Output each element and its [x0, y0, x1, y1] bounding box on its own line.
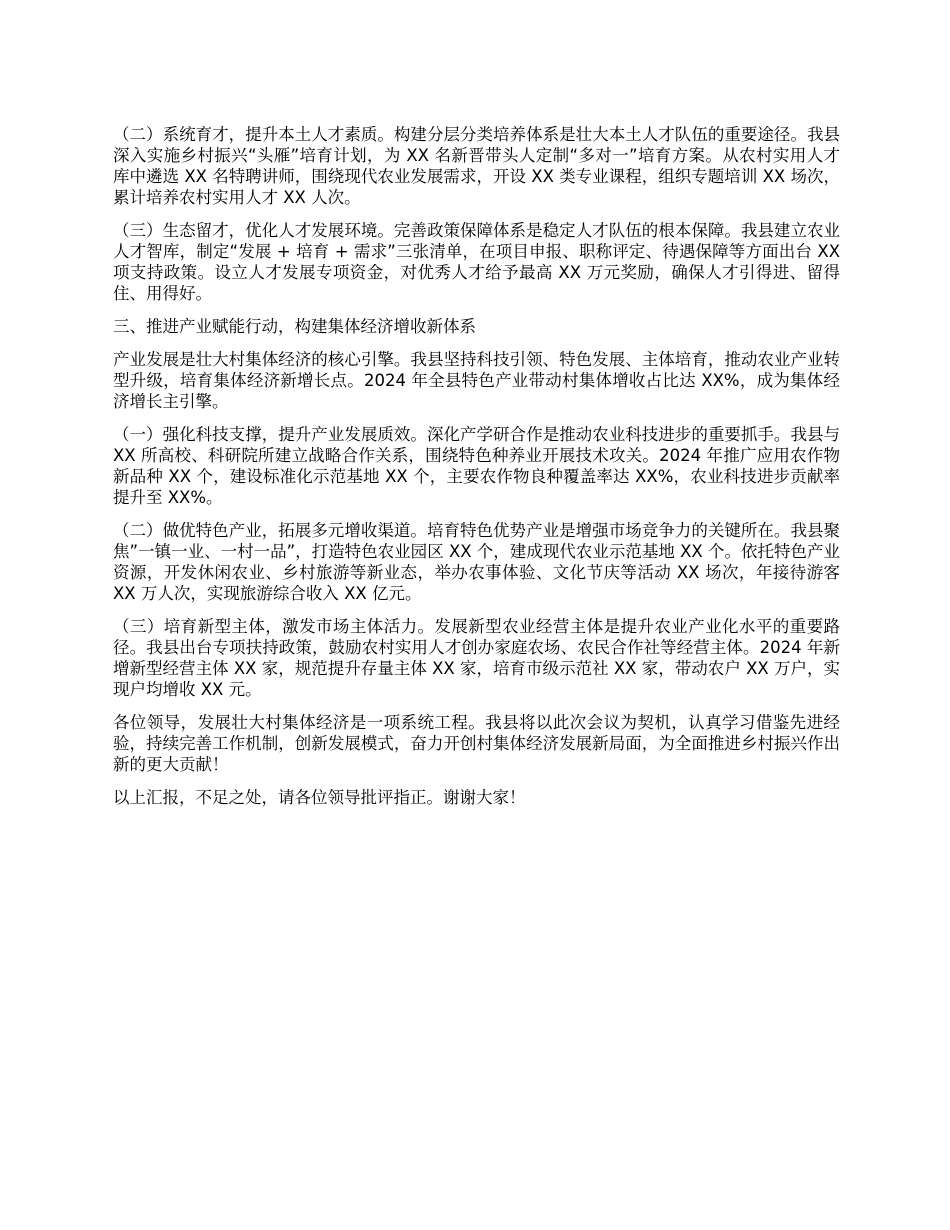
- section-heading-industry: 三、推进产业赋能行动，构建集体经济增收新体系: [113, 317, 476, 336]
- paragraph-conclusion: 各位领导，发展壮大村集体经济是一项系统工程。我县将以此次会议为契机，认真学习借鉴先进经验，持续完善工作机制，创新发展模式，奋力开创村集体经济发展新局面，为全面推进乡村振兴作出新的更大贡献！: [113, 713, 840, 774]
- paragraph-talent-cultivation: （二）系统育才，提升本土人才素质。构建分层分类培养体系是壮大本土人才队伍的重要途径。我县深入实施乡村振兴“头雁”培育计划，为 XX 名新晋带头人定制“多对一”培育方案。从农村实用人才库中遴选 XX 名特聘讲师，围绕现代农业发展需求，开设 XX 类专业课程，组织专题培训 XX 场次，累计培养农村实用人才 XX 人次。: [113, 125, 840, 207]
- document-body: [113, 124, 840, 820]
- paragraph-specialty-industry: （二）做优特色产业，拓展多元增收渠道。培育特色优势产业是增强市场竞争力的关键所在。我县聚焦”一镇一业、一村一品”，打造特色农业园区 XX 个，建成现代农业示范基地 XX 个。依托特色产业资源，开发休闲农业、乡村旅游等新业态，举办农事体验、文化节庆等活动 XX 场次，年接待游客 XX 万人次，实现旅游综合收入 XX 亿元。: [113, 521, 840, 603]
- paragraph-closing: 以上汇报，不足之处，请各位领导批评指正。谢谢大家！: [113, 788, 526, 807]
- paragraph-new-entities: （三）培育新型主体，激发市场主体活力。发展新型农业经营主体是提升农业产业化水平的重要路径。我县出台专项扶持政策，鼓励农村实用人才创办家庭农场、农民合作社等经营主体。2024 年新增新型经营主体 XX 家，规范提升存量主体 XX 家，培育市级示范社 XX 家，带动农户 XX 万户，实现户均增收 XX 元。: [113, 617, 840, 699]
- paragraph-tech-support: （一）强化科技支撑，提升产业发展质效。深化产学研合作是推动农业科技进步的重要抓手。我县与 XX 所高校、科研院所建立战略合作关系，围绕特色种养业开展技术攻关。2024 年推广应用农作物新品种 XX 个，建设标准化示范基地 XX 个，主要农作物良种覆盖率达 XX%，农业科技进步贡献率提升至 XX%。: [113, 425, 840, 507]
- paragraph-industry-intro: 产业发展是壮大村集体经济的核心引擎。我县坚持科技引领、特色发展、主体培育，推动农业产业转型升级，培育集体经济新增长点。2024 年全县特色产业带动村集体增收占比达 XX%，成为集体经济增长主引擎。: [113, 350, 840, 411]
- paragraph-talent-retention: （三）生态留才，优化人才发展环境。完善政策保障体系是稳定人才队伍的根本保障。我县建立农业人才智库，制定“发展 + 培育 + 需求”三张清单，在项目申报、职称评定、待遇保障等方面出台 XX 项支持政策。设立人才发展专项资金，对优秀人才给予最高 XX 万元奖励，确保人才引得进、留得住、用得好。: [113, 221, 840, 303]
